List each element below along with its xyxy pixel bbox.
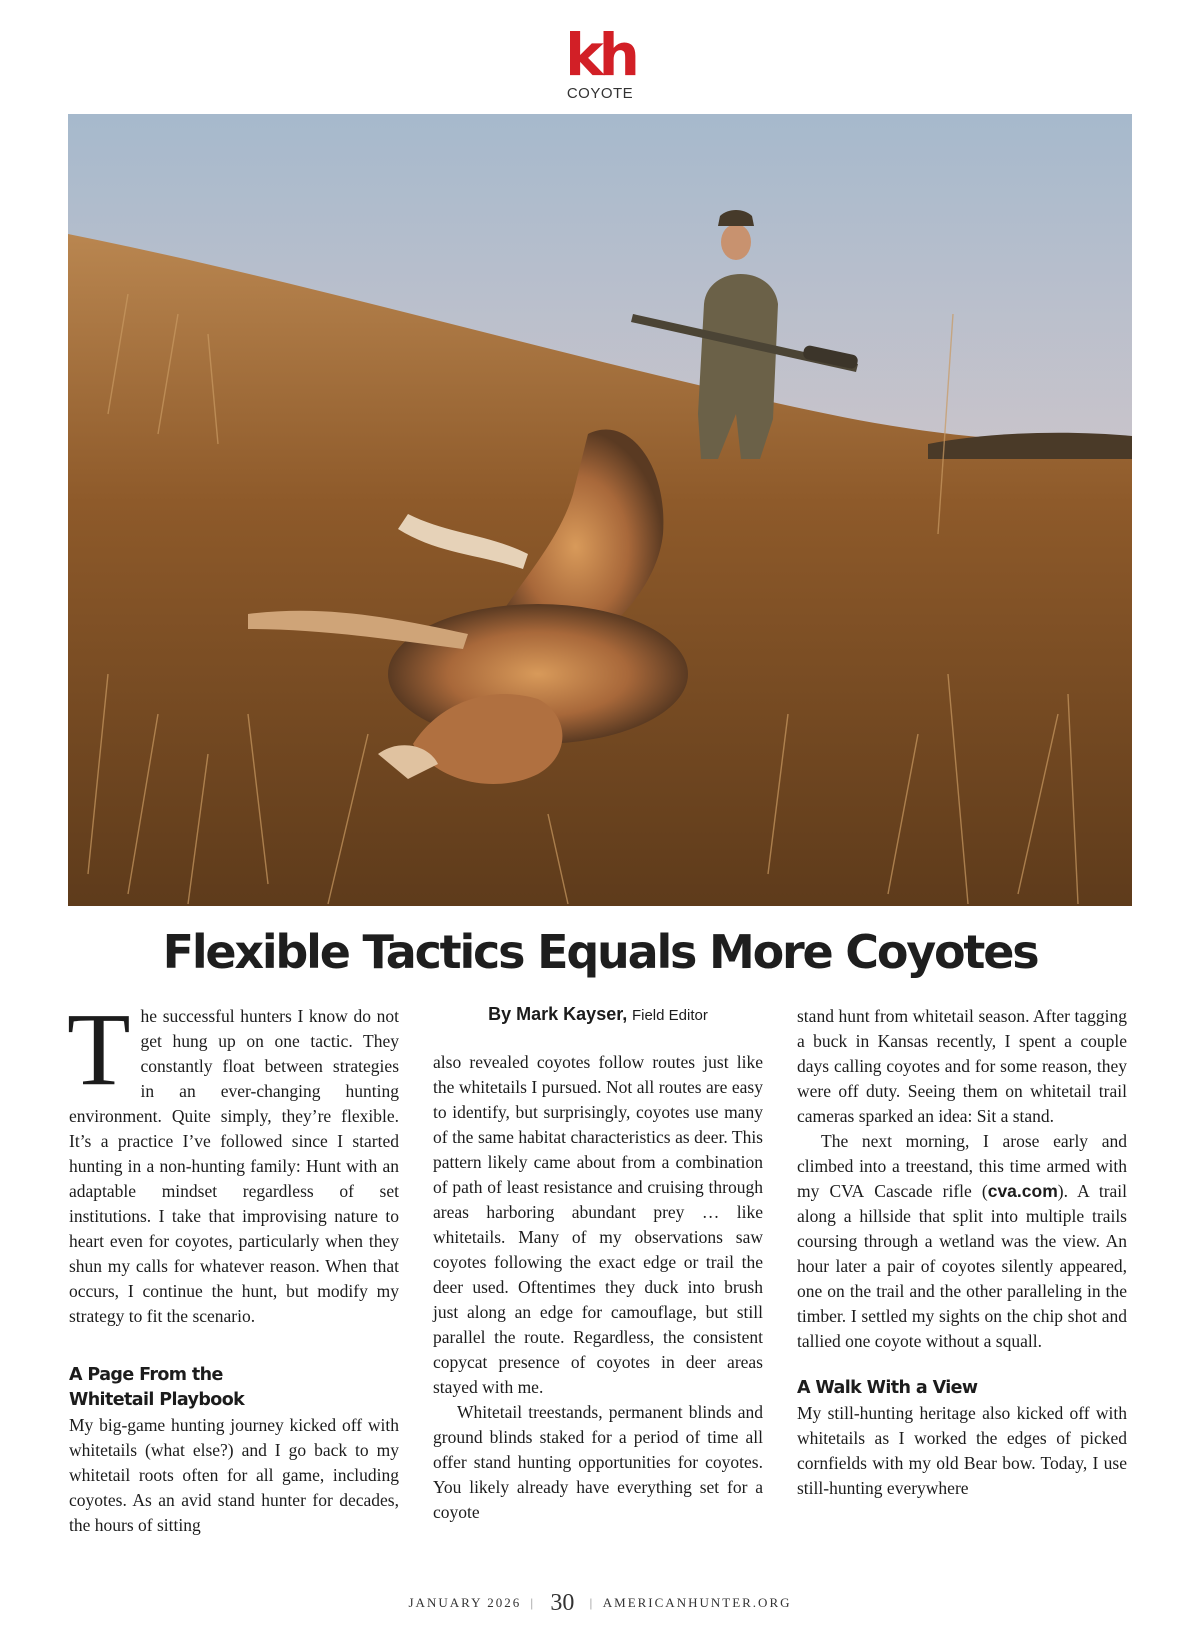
page-number: 30 xyxy=(550,1590,575,1616)
body-paragraph: also revealed coyotes follow routes just like the whitetails I pursued. Not all routes are easy to identify, but surprisingly, coyotes use many of the same habitat characteristics as deer. This pattern likely came about from a combination of path of least resistance and cruising through areas harboring abundant prey … like whitetails. Many of my observations saw coyotes following the exact edge or trail the deer used. Oftentimes they duck into brush just along an edge for camouflage, but still parallel the route. Regardless, the consistent copycat presence of coyotes in deer areas stayed with me. xyxy=(433,1052,763,1397)
author-name: By Mark Kayser, xyxy=(488,1004,628,1024)
cva-url-link[interactable]: cva.com xyxy=(987,1181,1058,1201)
subhead-line-1: A Page From the xyxy=(69,1365,223,1385)
cva-text-c: ). A trail along a hillside that split into multiple trails coursing through a wetland was the view. An hour later a pair of coyotes silently appeared, one on the trail and the other paralleling in the timber. I settled my sights on the chip shot and tallied one coyote without a squall. xyxy=(797,1181,1128,1351)
intro-paragraph xyxy=(67,992,399,1329)
subhead-line-2: Whitetail Playbook xyxy=(69,1390,245,1410)
article-column-1 xyxy=(67,992,399,1538)
cva-text-a: The next morning, I arose early and climbed into a treestand, this time armed with my xyxy=(797,1131,1127,1201)
article-column-2 xyxy=(433,1004,763,1525)
cva-brand: CVA xyxy=(829,1181,865,1201)
footer-separator: | xyxy=(530,1595,536,1610)
subhead-whitetail-playbook xyxy=(69,1363,399,1413)
body-paragraph: My still-hunting heritage also kicked off with whitetails as I worked the edges of picked cornfields with my old Bear bow. Today, I use still-hunting everywhere xyxy=(797,1403,1127,1498)
body-paragraph-cva xyxy=(797,1129,1127,1354)
body-paragraph: Whitetail treestands, permanent blinds and ground blinds staked for a period of time all offer stand hunting opportunities for coyotes. You likely already have everything set for a coyote xyxy=(433,1402,763,1522)
cva-text-b: Cascade rifle ( xyxy=(874,1181,988,1201)
site-url: AMERICANHUNTER.ORG xyxy=(602,1595,792,1610)
body-paragraph: My big-game hunting journey kicked off with whitetails (what else?) and I go back to my whitetail roots often for all game, including coyotes. As an avid stand hunter for decades, the hours of sitting xyxy=(69,1415,399,1535)
kh-logo-mark: kh xyxy=(565,21,635,89)
page-footer xyxy=(0,1590,1200,1617)
drop-cap: T xyxy=(67,992,131,1107)
author-role: Field Editor xyxy=(631,1007,708,1024)
article-headline: Flexible Tactics Equals More Coyotes xyxy=(162,925,1038,979)
body-paragraph: stand hunt from whitetail season. After tagging a buck in Kansas recently, I spent a couple days calling coyotes and for some reason, they were off duty. Seeing them on whitetail trail cameras sparked an idea: Sit a stand. xyxy=(797,1006,1127,1126)
hero-photo xyxy=(68,114,1132,906)
footer-separator: | xyxy=(589,1595,595,1610)
subhead-walk-with-view: A Walk With a View xyxy=(797,1378,978,1398)
intro-text: he successful hunters I know do not get hung up on one tactic. They constantly float between strategies in an ever-changing hunting environment. Quite simply, they’re flexible. It’s a practice I’ve followed since I started hunting in a non-hunting family: Hunt with an adaptable mindset regardless of set institutions. I take that improvising nature to heart even for coyotes, particularly when they shun my calls for whatever reason. When that occurs, I continue the hunt, but modify my strategy to fit the scenario. xyxy=(69,1006,399,1326)
magazine-logo xyxy=(0,21,1200,102)
section-label: COYOTE xyxy=(566,85,634,102)
article-column-3 xyxy=(797,1004,1127,1501)
byline xyxy=(433,1002,763,1028)
issue-date: JANUARY 2026 xyxy=(408,1595,522,1610)
hunter-coyote-illustration xyxy=(68,114,1132,906)
